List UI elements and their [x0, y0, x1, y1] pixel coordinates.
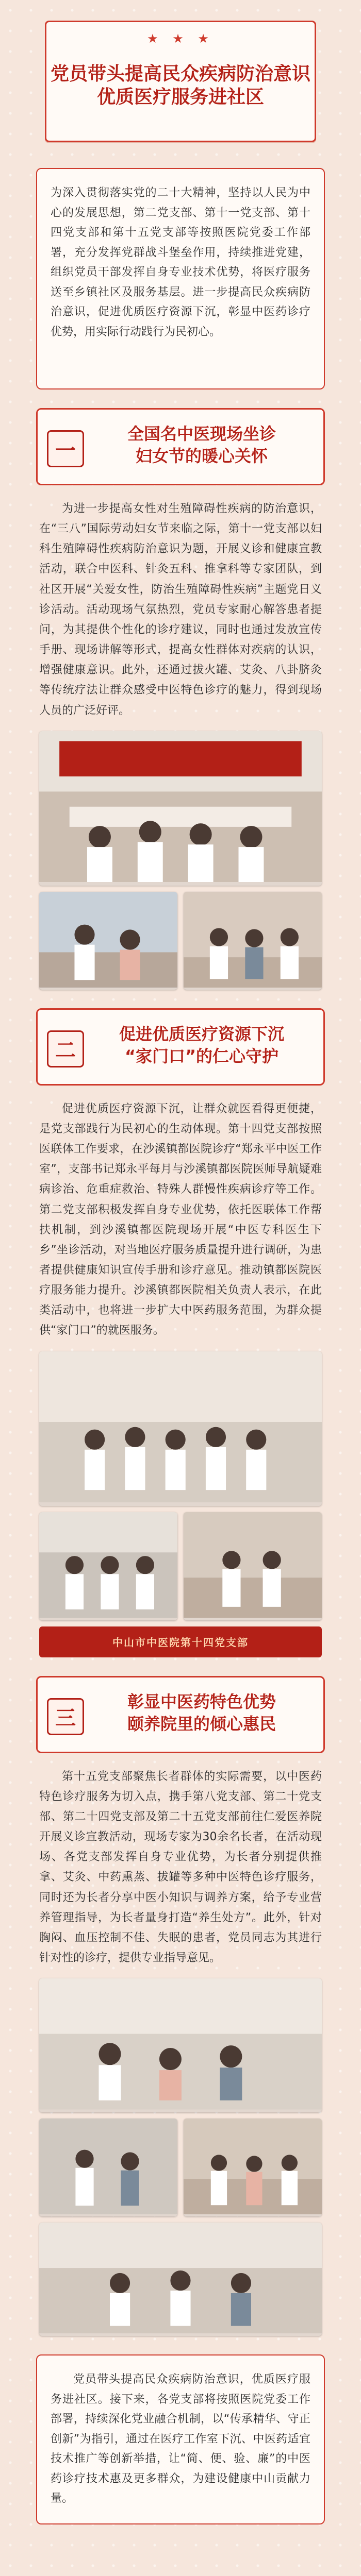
section-3-photo-1: [39, 1978, 322, 2112]
closing-card: [36, 2354, 325, 2524]
title-line-1: 党员带头提高民众疾病防治意识: [50, 63, 310, 84]
section-1-photo-row: [39, 892, 322, 990]
intro-text: 为深入贯彻落实党的二十大精神，坚持以人民为中心的发展思想，第二党支部、第十一党支部、第十四党支部和第十五党支部等按照医院党委工作部署，充分发挥党群战斗堡垒作用，持续推进党建，组织党员干部发挥自身专业技术优势，将医疗服务送至乡镇社区及服务基层。进一步提高民众疾病防治意识，促进优质医疗资源下沉，彰显中医药诊疗优势，用实际行动践行为民初心。: [51, 187, 310, 338]
photo-scene: [39, 731, 322, 883]
photo-scene: [39, 2223, 322, 2333]
section-1-title: [36, 408, 325, 485]
photo-scene: [184, 1512, 322, 1618]
section-3-photo-2: [39, 2119, 177, 2216]
section-1-photo-3: [184, 892, 322, 990]
section-3-heading: [89, 1691, 314, 1735]
section-3-photo-3: [184, 2119, 322, 2216]
section-1-heading: [89, 423, 314, 467]
section-3-photo-4: [39, 2223, 322, 2336]
section-2-title: [36, 1008, 325, 1086]
section-1-paragraph: 为进一步提高女性对生殖障碍性疾病的防治意识，在“三八”国际劳动妇女节来临之际，第十一党支部以妇科生殖障碍性疾病防治意识为题，开展义诊和健康宣教活动，联合中医科、针灸五科、推拿科等专家团队，到社区开展“关爱女性，防治生殖障碍性疾病”主题党日义诊活动。活动现场气氛热烈，党员专家耐心解答患者提问，为其提供个性化的诊疗建议，同时也通过发放宣传手册、现场讲解等形式，提高女性群体对疾病的认识，增强健康意识。此外，还通过拔火罐、艾灸、八卦脐灸等传统疗法让群众感受中医特色诊疗的魅力，得到现场人员的广泛好评。: [39, 502, 322, 717]
section-2-body: [36, 1099, 325, 1657]
section-2-paragraph: 促进优质医疗资源下沉，让群众就医看得更便捷，是党支部践行为民初心的生动体现。第十四党支部按照医联体工作要求，在沙溪镇都医院诊疗“郑永平中医工作室”，支部书记郑永平每月与沙溪镇都医院医师导航疑难病诊治、危重症救治、特殊人群慢性疾病诊疗等工作。第二党支部积极发挥自身专业优势，依托医联体工作帮扶机制，到沙溪镇都医院现场开展“中医专科医生下乡”坐诊活动，对当地医疗服务质量提升进行调研，为患者提供健康知识宣传手册和诊疗意见。推动镇都医院医疗服务能力提升。沙溪镇都医院相关负责人表示，在此类活动中，也将进一步扩大中医药服务范围，为群众提供“家门口”的就医服务。: [39, 1102, 322, 1337]
section-3-paragraph: 第十五党支部聚焦长者群体的实际需要，以中医药特色诊疗服务为切入点，携手第八党支部、第二十党支部、第二十四党支部及第二十五党支部前往仁爱医养院开展义诊宣教活动，现场专家为30余名长者，在活动现场、各党支部发挥自身专业优势，为长者分别提供推拿、艾灸、中药熏蒸、拔罐等多种中医特色诊疗服务，同时还为长者分享中医小知识与调养方案，给予专业营养管理指导，为长者量身打造“养生处方”。此外，针对胸闷、血压控制不佳、失眠的患者，党员同志为其进行针对性的诊疗，提供专业指导意见。: [39, 1770, 322, 1964]
section-3-title: [36, 1676, 325, 1753]
section-3-photo-row-1: [39, 2119, 322, 2216]
photo-scene: [39, 1512, 177, 1618]
section-2-heading: [89, 1023, 314, 1067]
section-2-photo-1: [39, 1351, 322, 1506]
section-2-banner: 中山市中医院第十四党支部: [39, 1626, 322, 1657]
section-2-heading-line-1: 促进优质医疗资源下沉: [119, 1024, 284, 1044]
photo-scene: [39, 1351, 322, 1503]
section-2-heading-line-2: “家门口”的仁心守护: [124, 1046, 279, 1066]
photo-scene: [39, 892, 177, 988]
section-1-heading-line-1: 全国名中医现场坐诊: [127, 424, 276, 444]
photo-scene: [39, 1978, 322, 2109]
section-2-photo-row: [39, 1512, 322, 1620]
section-1-photo-2: [39, 892, 177, 990]
section-3-number: 三: [47, 1698, 84, 1735]
section-1-heading-line-2: 妇女节的暖心关怀: [135, 446, 268, 466]
section-1-photo-1: [39, 731, 322, 886]
section-2-number: 二: [47, 1030, 84, 1067]
photo-scene: [39, 2119, 177, 2214]
section-2-photo-2: [39, 1512, 177, 1620]
section-3-heading-line-1: 彰显中医药特色优势: [127, 1691, 276, 1711]
section-1-body: [36, 499, 325, 990]
section-3-heading-line-2: 颐养院里的倾心惠民: [127, 1714, 276, 1734]
section-3-body: [36, 1767, 325, 2336]
section-1-number: 一: [47, 430, 84, 467]
closing-text: 党员带头提高民众疾病防治意识，优质医疗服务进社区。接下来，各党支部将按照医院党委工作部署，持续深化党业融合机制，以“传承精华、守正创新”为指引，通过在医疗工作室下沉、中医药适宜技术推广等创新举措，让“简、便、验、廉”的中医药诊疗技术惠及更多群众，为建设健康中山贡献力量。: [51, 2373, 310, 2505]
intro-card: [36, 168, 325, 389]
section-2-photo-3: [184, 1512, 322, 1620]
photo-scene: [184, 892, 322, 988]
title-line-2: 优质医疗服务进社区: [96, 87, 264, 108]
page-title: [46, 62, 315, 109]
photo-scene: [184, 2119, 322, 2214]
header-card: [45, 21, 316, 142]
header-stars: ★ ★ ★: [147, 31, 214, 46]
